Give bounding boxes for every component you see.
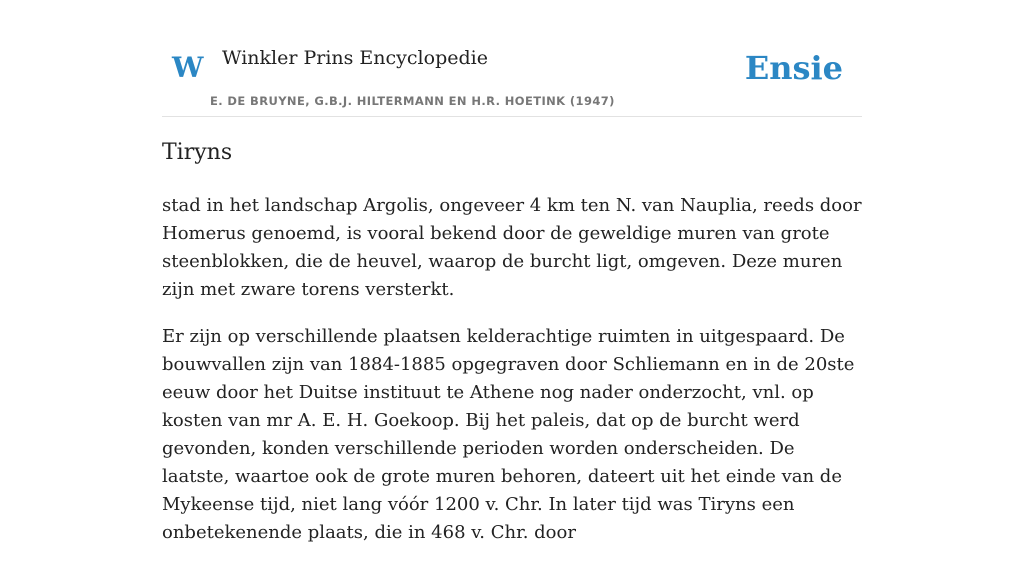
- source-header: [162, 40, 862, 117]
- ensie-logo[interactable]: Ensie: [744, 49, 843, 87]
- source-title[interactable]: Winkler Prins Encyclopedie: [222, 47, 488, 69]
- article-title: Tiryns: [162, 140, 233, 165]
- source-authors: E. DE BRUYNE, G.B.J. HILTERMANN EN H.R. HOETINK (1947): [210, 94, 615, 108]
- winkler-prins-logo-icon[interactable]: W: [172, 51, 204, 84]
- article-body: [162, 192, 862, 566]
- article-paragraph: stad in het landschap Argolis, ongeveer 4 km ten N. van Nauplia, reeds door Homerus genoemd, is vooral bekend door de geweldige muren van grote steenblokken, die de heuvel, waarop de burcht ligt, omgeven. Deze muren zijn met zware torens versterkt.: [162, 195, 862, 300]
- article-paragraph: Er zijn op verschillende plaatsen kelderachtige ruimten in uitgespaard. De bouwvallen zijn van 1884-1885 opgegraven door Schliemann en in de 20ste eeuw door het Duitse instituut te Athene nog nader onderzocht, vnl. op kosten van mr A. E. H. Goekoop. Bij het paleis, dat op de burcht werd gevonden, konden verschillende perioden worden onderscheiden. De laatste, waartoe ook de grote muren behoren, dateert uit het einde van de Mykeense tijd, niet lang vóór 1200 v. Chr. In later tijd was Tiryns een onbetekenende plaats, die in 468 v. Chr. door: [162, 326, 855, 543]
